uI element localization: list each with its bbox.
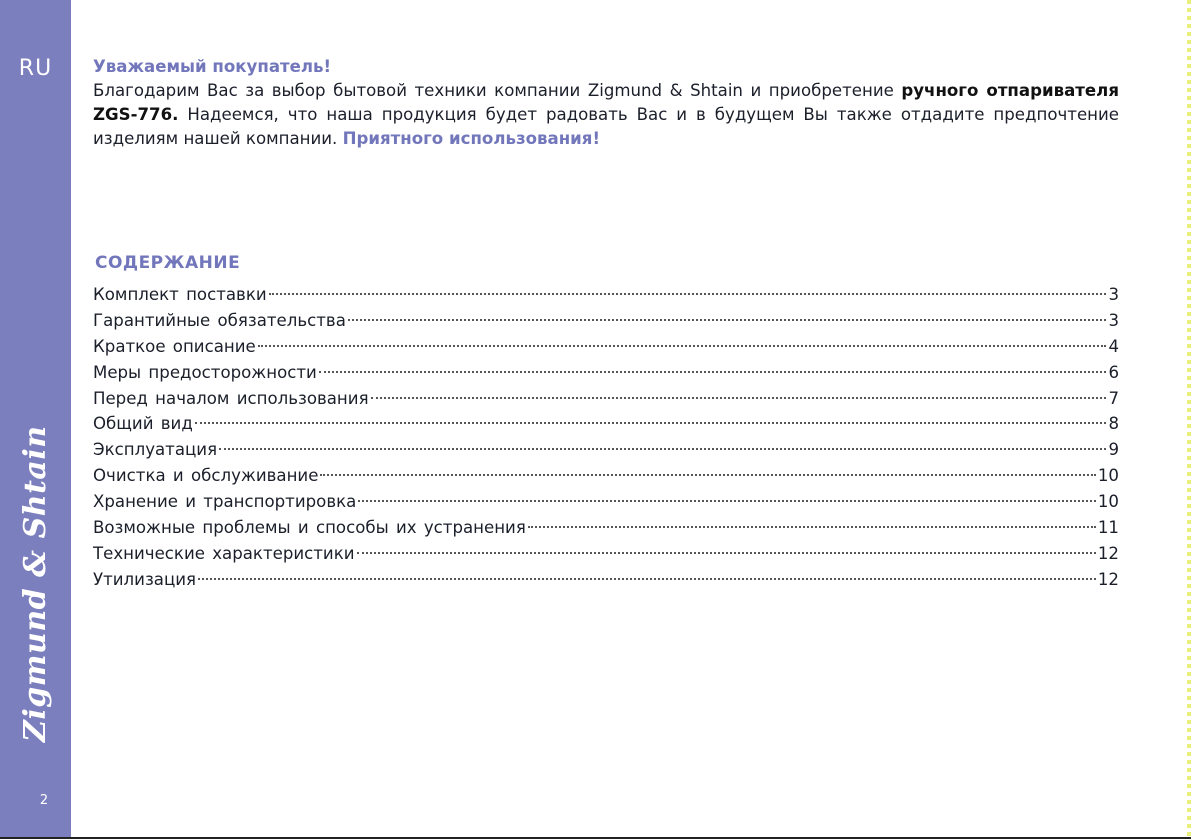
table-of-contents <box>93 282 1119 593</box>
toc-item[interactable] <box>93 489 1119 515</box>
toc-dot-leader <box>348 319 1107 321</box>
toc-dot-leader <box>319 371 1107 373</box>
toc-item[interactable] <box>93 541 1119 567</box>
toc-item-page: 3 <box>1108 310 1119 330</box>
toc-item-page: 10 <box>1097 466 1119 486</box>
toc-item-label: Эксплуатация <box>93 440 218 460</box>
toc-dot-leader <box>357 552 1096 554</box>
toc-item-page: 8 <box>1108 414 1119 434</box>
sidebar <box>0 0 71 839</box>
toc-item[interactable] <box>93 334 1119 360</box>
toc-item-label: Хранение и транспортировка <box>93 492 357 512</box>
toc-dot-leader <box>320 474 1095 476</box>
toc-item[interactable] <box>93 567 1119 593</box>
toc-item-label: Гарантийные обязательства <box>93 310 346 330</box>
greeting-heading: Уважаемый покупатель! <box>93 57 332 76</box>
toc-item-label: Краткое описание <box>93 336 256 356</box>
toc-item[interactable] <box>93 386 1119 412</box>
toc-item[interactable] <box>93 282 1119 308</box>
toc-item-page: 6 <box>1108 362 1119 382</box>
toc-item-page: 11 <box>1097 518 1119 538</box>
toc-item[interactable] <box>93 437 1119 463</box>
toc-item[interactable] <box>93 463 1119 489</box>
toc-item-label: Перед началом использования <box>93 388 369 408</box>
toc-item-label: Комплект поставки <box>93 285 267 304</box>
page-edge-decoration <box>1187 0 1191 839</box>
toc-item[interactable] <box>93 360 1119 386</box>
toc-dot-leader <box>195 422 1107 424</box>
toc-item-page: 4 <box>1108 336 1119 356</box>
toc-item-page: 3 <box>1108 285 1119 304</box>
toc-item-label: Технические характеристики <box>93 543 355 563</box>
toc-item[interactable] <box>93 411 1119 437</box>
toc-dot-leader <box>528 526 1096 528</box>
closing-phrase: Приятного использования! <box>342 129 601 148</box>
toc-dot-leader <box>219 448 1106 450</box>
toc-dot-leader <box>198 578 1096 580</box>
product-name: ручного отпаривателя ZGS-776. <box>93 81 1119 124</box>
toc-item-label: Меры предосторожности <box>93 362 317 382</box>
toc-dot-leader <box>269 293 1107 295</box>
brand-logo: Zigmund & Shtain <box>18 425 53 742</box>
intro-text-part-2: Надеемся, что наша продукция будет радовать Вас и в будущем Вы также отдадите предпочтение изделиям нашей компании. <box>93 105 1119 148</box>
toc-item-page: 7 <box>1108 388 1119 408</box>
toc-item-page: 12 <box>1097 569 1119 589</box>
toc-dot-leader <box>371 397 1107 399</box>
toc-title: СОДЕРЖАНИЕ <box>95 253 241 273</box>
intro-paragraph <box>93 79 1119 151</box>
intro-text-part-1: Благодарим Вас за выбор бытовой техники компании Zigmund & Shtain и приобретение <box>93 81 902 100</box>
page-number: 2 <box>39 793 49 808</box>
toc-item[interactable] <box>93 308 1119 334</box>
language-label: RU <box>18 56 53 81</box>
toc-item-page: 12 <box>1097 543 1119 563</box>
toc-item-label: Общий вид <box>93 414 193 434</box>
toc-item-page: 10 <box>1097 492 1119 512</box>
toc-dot-leader <box>358 500 1096 502</box>
toc-item-page: 9 <box>1108 440 1119 460</box>
toc-dot-leader <box>258 345 1107 347</box>
intro-section <box>93 55 1119 151</box>
toc-item-label: Утилизация <box>93 569 197 589</box>
toc-item[interactable] <box>93 515 1119 541</box>
toc-item-label: Возможные проблемы и способы их устранения <box>93 518 526 538</box>
toc-item-label: Очистка и обслуживание <box>93 466 319 486</box>
